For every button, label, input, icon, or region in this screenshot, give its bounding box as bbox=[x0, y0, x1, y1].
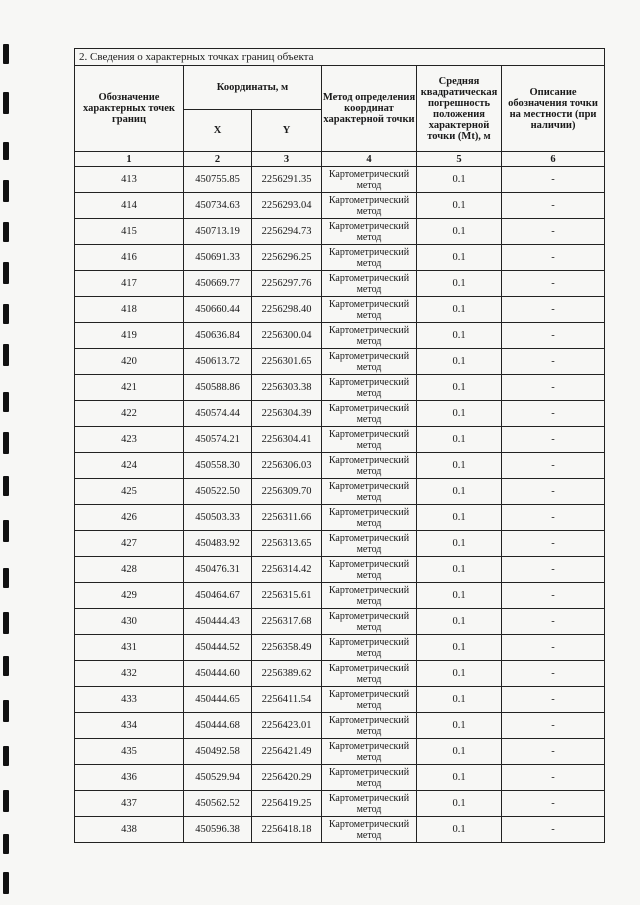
table-row bbox=[75, 687, 605, 713]
method-cell: Картометрический метод bbox=[322, 817, 417, 843]
point-number-cell: 429 bbox=[75, 583, 184, 609]
description-cell: - bbox=[502, 453, 605, 479]
table-row bbox=[75, 609, 605, 635]
x-coordinate-cell: 450503.33 bbox=[184, 505, 252, 531]
header-point-designation: Обозначение характерных точек границ bbox=[75, 66, 184, 152]
error-cell: 0.1 bbox=[417, 687, 502, 713]
column-number: 6 bbox=[502, 152, 605, 167]
method-cell: Картометрический метод bbox=[322, 297, 417, 323]
method-cell: Картометрический метод bbox=[322, 427, 417, 453]
x-coordinate-cell: 450444.65 bbox=[184, 687, 252, 713]
binder-mark bbox=[3, 872, 9, 894]
error-cell: 0.1 bbox=[417, 713, 502, 739]
x-coordinate-cell: 450613.72 bbox=[184, 349, 252, 375]
x-coordinate-cell: 450596.38 bbox=[184, 817, 252, 843]
point-number-cell: 436 bbox=[75, 765, 184, 791]
header-x: X bbox=[184, 110, 252, 152]
method-cell: Картометрический метод bbox=[322, 271, 417, 297]
point-number-cell: 420 bbox=[75, 349, 184, 375]
table-row bbox=[75, 661, 605, 687]
table-row bbox=[75, 323, 605, 349]
y-coordinate-cell: 2256291.35 bbox=[252, 167, 322, 193]
error-cell: 0.1 bbox=[417, 609, 502, 635]
error-cell: 0.1 bbox=[417, 817, 502, 843]
point-number-cell: 426 bbox=[75, 505, 184, 531]
point-number-cell: 413 bbox=[75, 167, 184, 193]
x-coordinate-cell: 450734.63 bbox=[184, 193, 252, 219]
x-coordinate-cell: 450444.68 bbox=[184, 713, 252, 739]
x-coordinate-cell: 450669.77 bbox=[184, 271, 252, 297]
description-cell: - bbox=[502, 765, 605, 791]
method-cell: Картометрический метод bbox=[322, 583, 417, 609]
y-coordinate-cell: 2256418.18 bbox=[252, 817, 322, 843]
table-row bbox=[75, 219, 605, 245]
table-row bbox=[75, 167, 605, 193]
method-cell: Картометрический метод bbox=[322, 375, 417, 401]
error-cell: 0.1 bbox=[417, 219, 502, 245]
table-row bbox=[75, 245, 605, 271]
x-coordinate-cell: 450483.92 bbox=[184, 531, 252, 557]
point-number-cell: 424 bbox=[75, 453, 184, 479]
y-coordinate-cell: 2256303.38 bbox=[252, 375, 322, 401]
error-cell: 0.1 bbox=[417, 791, 502, 817]
binder-mark bbox=[3, 222, 9, 242]
method-cell: Картометрический метод bbox=[322, 193, 417, 219]
y-coordinate-cell: 2256317.68 bbox=[252, 609, 322, 635]
column-number: 1 bbox=[75, 152, 184, 167]
method-cell: Картометрический метод bbox=[322, 739, 417, 765]
method-cell: Картометрический метод bbox=[322, 557, 417, 583]
point-number-cell: 434 bbox=[75, 713, 184, 739]
error-cell: 0.1 bbox=[417, 635, 502, 661]
method-cell: Картометрический метод bbox=[322, 635, 417, 661]
y-coordinate-cell: 2256421.49 bbox=[252, 739, 322, 765]
method-cell: Картометрический метод bbox=[322, 167, 417, 193]
point-number-cell: 435 bbox=[75, 739, 184, 765]
header-error: Средняя квадратическая погрешность положения характерной точки (Mt), м bbox=[417, 66, 502, 152]
column-number: 4 bbox=[322, 152, 417, 167]
x-coordinate-cell: 450444.52 bbox=[184, 635, 252, 661]
x-coordinate-cell: 450691.33 bbox=[184, 245, 252, 271]
y-coordinate-cell: 2256297.76 bbox=[252, 271, 322, 297]
method-cell: Картометрический метод bbox=[322, 453, 417, 479]
header-method: Метод определения координат характерной точки bbox=[322, 66, 417, 152]
binder-mark bbox=[3, 612, 9, 634]
point-number-cell: 417 bbox=[75, 271, 184, 297]
binder-mark bbox=[3, 568, 9, 588]
point-number-cell: 415 bbox=[75, 219, 184, 245]
y-coordinate-cell: 2256313.65 bbox=[252, 531, 322, 557]
description-cell: - bbox=[502, 635, 605, 661]
column-number: 2 bbox=[184, 152, 252, 167]
description-cell: - bbox=[502, 817, 605, 843]
table-row bbox=[75, 349, 605, 375]
error-cell: 0.1 bbox=[417, 401, 502, 427]
document bbox=[74, 48, 604, 843]
table-body bbox=[75, 167, 605, 843]
table-row bbox=[75, 401, 605, 427]
x-coordinate-cell: 450464.67 bbox=[184, 583, 252, 609]
description-cell: - bbox=[502, 297, 605, 323]
table-row bbox=[75, 583, 605, 609]
description-cell: - bbox=[502, 323, 605, 349]
error-cell: 0.1 bbox=[417, 479, 502, 505]
error-cell: 0.1 bbox=[417, 271, 502, 297]
x-coordinate-cell: 450492.58 bbox=[184, 739, 252, 765]
method-cell: Картометрический метод bbox=[322, 661, 417, 687]
y-coordinate-cell: 2256306.03 bbox=[252, 453, 322, 479]
method-cell: Картометрический метод bbox=[322, 349, 417, 375]
point-number-cell: 431 bbox=[75, 635, 184, 661]
y-coordinate-cell: 2256358.49 bbox=[252, 635, 322, 661]
table-row bbox=[75, 557, 605, 583]
binder-mark bbox=[3, 180, 9, 202]
error-cell: 0.1 bbox=[417, 349, 502, 375]
x-coordinate-cell: 450558.30 bbox=[184, 453, 252, 479]
y-coordinate-cell: 2256423.01 bbox=[252, 713, 322, 739]
binder-mark bbox=[3, 700, 9, 722]
table-row bbox=[75, 375, 605, 401]
table-row bbox=[75, 531, 605, 557]
y-coordinate-cell: 2256315.61 bbox=[252, 583, 322, 609]
description-cell: - bbox=[502, 349, 605, 375]
binder-mark bbox=[3, 92, 9, 114]
header-description: Описание обозначения точки на местности (при наличии) bbox=[502, 66, 605, 152]
error-cell: 0.1 bbox=[417, 661, 502, 687]
error-cell: 0.1 bbox=[417, 167, 502, 193]
error-cell: 0.1 bbox=[417, 765, 502, 791]
point-number-cell: 433 bbox=[75, 687, 184, 713]
description-cell: - bbox=[502, 193, 605, 219]
method-cell: Картометрический метод bbox=[322, 245, 417, 271]
binder-mark bbox=[3, 304, 9, 324]
x-coordinate-cell: 450476.31 bbox=[184, 557, 252, 583]
error-cell: 0.1 bbox=[417, 427, 502, 453]
table-row bbox=[75, 817, 605, 843]
error-cell: 0.1 bbox=[417, 453, 502, 479]
table-row bbox=[75, 505, 605, 531]
binder-mark bbox=[3, 746, 9, 766]
table-row bbox=[75, 739, 605, 765]
table-row bbox=[75, 453, 605, 479]
x-coordinate-cell: 450444.60 bbox=[184, 661, 252, 687]
x-coordinate-cell: 450522.50 bbox=[184, 479, 252, 505]
method-cell: Картометрический метод bbox=[322, 531, 417, 557]
method-cell: Картометрический метод bbox=[322, 765, 417, 791]
binder-mark bbox=[3, 834, 9, 854]
binder-mark bbox=[3, 44, 9, 64]
y-coordinate-cell: 2256420.29 bbox=[252, 765, 322, 791]
x-coordinate-cell: 450529.94 bbox=[184, 765, 252, 791]
error-cell: 0.1 bbox=[417, 323, 502, 349]
binder-mark bbox=[3, 520, 9, 542]
y-coordinate-cell: 2256309.70 bbox=[252, 479, 322, 505]
binder-mark bbox=[3, 392, 9, 412]
description-cell: - bbox=[502, 271, 605, 297]
table-row bbox=[75, 297, 605, 323]
error-cell: 0.1 bbox=[417, 531, 502, 557]
description-cell: - bbox=[502, 609, 605, 635]
column-number: 3 bbox=[252, 152, 322, 167]
error-cell: 0.1 bbox=[417, 739, 502, 765]
error-cell: 0.1 bbox=[417, 583, 502, 609]
table-row bbox=[75, 271, 605, 297]
point-number-cell: 438 bbox=[75, 817, 184, 843]
y-coordinate-cell: 2256298.40 bbox=[252, 297, 322, 323]
description-cell: - bbox=[502, 739, 605, 765]
table-row bbox=[75, 193, 605, 219]
table-row bbox=[75, 635, 605, 661]
point-number-cell: 422 bbox=[75, 401, 184, 427]
point-number-cell: 423 bbox=[75, 427, 184, 453]
error-cell: 0.1 bbox=[417, 505, 502, 531]
table-row bbox=[75, 791, 605, 817]
method-cell: Картометрический метод bbox=[322, 401, 417, 427]
binder-mark bbox=[3, 344, 9, 366]
y-coordinate-cell: 2256311.66 bbox=[252, 505, 322, 531]
description-cell: - bbox=[502, 401, 605, 427]
y-coordinate-cell: 2256389.62 bbox=[252, 661, 322, 687]
method-cell: Картометрический метод bbox=[322, 609, 417, 635]
error-cell: 0.1 bbox=[417, 193, 502, 219]
description-cell: - bbox=[502, 713, 605, 739]
method-cell: Картометрический метод bbox=[322, 713, 417, 739]
error-cell: 0.1 bbox=[417, 375, 502, 401]
table-row bbox=[75, 713, 605, 739]
method-cell: Картометрический метод bbox=[322, 323, 417, 349]
y-coordinate-cell: 2256411.54 bbox=[252, 687, 322, 713]
y-coordinate-cell: 2256419.25 bbox=[252, 791, 322, 817]
method-cell: Картометрический метод bbox=[322, 479, 417, 505]
error-cell: 0.1 bbox=[417, 245, 502, 271]
point-number-cell: 428 bbox=[75, 557, 184, 583]
binder-mark bbox=[3, 790, 9, 812]
point-number-cell: 427 bbox=[75, 531, 184, 557]
y-coordinate-cell: 2256314.42 bbox=[252, 557, 322, 583]
y-coordinate-cell: 2256301.65 bbox=[252, 349, 322, 375]
description-cell: - bbox=[502, 661, 605, 687]
description-cell: - bbox=[502, 531, 605, 557]
point-number-cell: 432 bbox=[75, 661, 184, 687]
point-number-cell: 430 bbox=[75, 609, 184, 635]
description-cell: - bbox=[502, 687, 605, 713]
description-cell: - bbox=[502, 167, 605, 193]
table-row bbox=[75, 479, 605, 505]
method-cell: Картометрический метод bbox=[322, 219, 417, 245]
point-number-cell: 416 bbox=[75, 245, 184, 271]
point-number-cell: 419 bbox=[75, 323, 184, 349]
header-y: Y bbox=[252, 110, 322, 152]
y-coordinate-cell: 2256296.25 bbox=[252, 245, 322, 271]
table-row bbox=[75, 765, 605, 791]
binder-mark bbox=[3, 142, 9, 160]
description-cell: - bbox=[502, 791, 605, 817]
y-coordinate-cell: 2256304.41 bbox=[252, 427, 322, 453]
point-number-cell: 414 bbox=[75, 193, 184, 219]
description-cell: - bbox=[502, 245, 605, 271]
method-cell: Картометрический метод bbox=[322, 791, 417, 817]
binder-mark bbox=[3, 432, 9, 454]
point-number-cell: 421 bbox=[75, 375, 184, 401]
description-cell: - bbox=[502, 505, 605, 531]
description-cell: - bbox=[502, 479, 605, 505]
x-coordinate-cell: 450713.19 bbox=[184, 219, 252, 245]
boundary-points-table bbox=[74, 48, 605, 843]
table-row bbox=[75, 427, 605, 453]
x-coordinate-cell: 450755.85 bbox=[184, 167, 252, 193]
method-cell: Картометрический метод bbox=[322, 687, 417, 713]
method-cell: Картометрический метод bbox=[322, 505, 417, 531]
description-cell: - bbox=[502, 427, 605, 453]
y-coordinate-cell: 2256293.04 bbox=[252, 193, 322, 219]
x-coordinate-cell: 450444.43 bbox=[184, 609, 252, 635]
description-cell: - bbox=[502, 557, 605, 583]
column-number: 5 bbox=[417, 152, 502, 167]
error-cell: 0.1 bbox=[417, 557, 502, 583]
section-title: 2. Сведения о характерных точках границ объекта bbox=[75, 49, 605, 66]
description-cell: - bbox=[502, 219, 605, 245]
description-cell: - bbox=[502, 583, 605, 609]
error-cell: 0.1 bbox=[417, 297, 502, 323]
x-coordinate-cell: 450574.44 bbox=[184, 401, 252, 427]
point-number-cell: 418 bbox=[75, 297, 184, 323]
y-coordinate-cell: 2256300.04 bbox=[252, 323, 322, 349]
x-coordinate-cell: 450574.21 bbox=[184, 427, 252, 453]
binder-mark bbox=[3, 476, 9, 496]
point-number-cell: 425 bbox=[75, 479, 184, 505]
binder-mark bbox=[3, 262, 9, 284]
y-coordinate-cell: 2256294.73 bbox=[252, 219, 322, 245]
x-coordinate-cell: 450636.84 bbox=[184, 323, 252, 349]
x-coordinate-cell: 450562.52 bbox=[184, 791, 252, 817]
y-coordinate-cell: 2256304.39 bbox=[252, 401, 322, 427]
description-cell: - bbox=[502, 375, 605, 401]
x-coordinate-cell: 450588.86 bbox=[184, 375, 252, 401]
x-coordinate-cell: 450660.44 bbox=[184, 297, 252, 323]
binder-mark bbox=[3, 656, 9, 676]
header-coordinates: Координаты, м bbox=[184, 66, 322, 110]
point-number-cell: 437 bbox=[75, 791, 184, 817]
